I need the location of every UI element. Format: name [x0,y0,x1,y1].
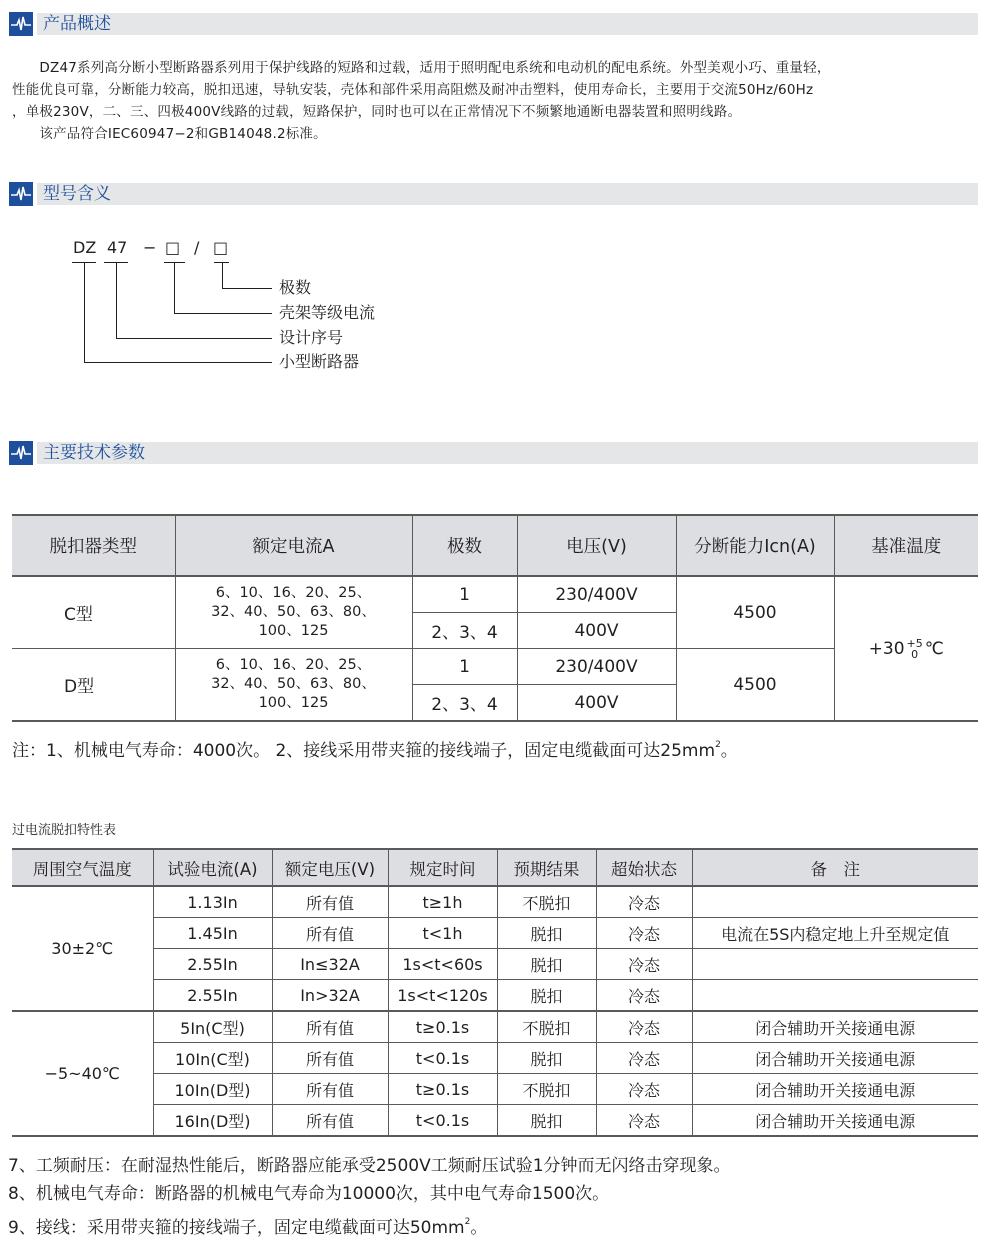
pulse-wave-icon [9,441,33,465]
section-header-model [9,182,978,206]
specified-time-cell: t<0.1s [388,1043,497,1074]
column-header: 规定时间 [388,849,497,886]
poles-cell: 1 [412,649,517,685]
label-frame-current: 壳架等级电流 [279,303,376,322]
current-line: 100、125 [258,695,329,711]
column-header: 极数 [412,515,517,576]
current-line: 6、10、16、20、25、 [215,585,372,601]
model-part-slash: / [194,238,200,257]
column-header: 电压(V) [517,515,676,576]
test-current-cell: 10In(C型) [153,1043,272,1074]
poles-cell: 1 [412,576,517,613]
connector-line [222,262,223,289]
paragraph-line: 性能优良可靠，分断能力较高，脱扣迅速，导轨安装，壳体和部件采用高阻燃及耐冲击塑料，使用寿命长，主要用于交流50Hz/60Hz [12,82,814,98]
test-current-cell: 16In(D型) [153,1105,272,1137]
test-current-cell: 1.45In [153,918,272,949]
ref-temp-tolerance [907,638,923,660]
tolerance-upper: +5 [906,636,923,650]
rated-voltage-cell: In≤32A [272,949,388,980]
footer-note-8 [8,1182,609,1206]
table-row [12,1011,978,1043]
remark-cell [692,886,978,918]
params-note [12,733,738,763]
table-row [12,576,978,613]
tolerance-lower: 0 [911,647,919,661]
rated-voltage-cell: In>32A [272,980,388,1012]
rated-voltage-cell: 所有值 [272,1011,388,1043]
remark-cell [692,949,978,980]
initial-state-cell: 冷态 [596,918,692,949]
section-title: 型号含义 [43,184,111,204]
remark-cell: 闭合辅助开关接通电源 [692,1105,978,1137]
paragraph-line: DZ47系列高分断小型断路器系列用于保护线路的短路和过载，适用于照明配电系统和电动机的配电系统。外型美观小巧、重量轻， [12,60,831,76]
initial-state-cell: 冷态 [596,1105,692,1137]
rated-current-cell [175,576,412,649]
footer-note-9 [8,1210,487,1240]
section-header-overview [9,12,978,36]
model-part-box-poles: □ [213,238,229,257]
trip-type-cell: D型 [12,649,175,722]
label-mcb: 小型断路器 [279,352,360,371]
remark-cell [692,980,978,1012]
connector-line [116,262,117,339]
specified-time-cell: t≥0.1s [388,1074,497,1105]
poles-cell: 2、3、4 [412,685,517,722]
pulse-wave-icon [9,182,33,206]
table-row [12,918,978,949]
table-row [12,1105,978,1137]
table-row [12,1074,978,1105]
column-header: 超始状态 [596,849,692,886]
initial-state-cell: 冷态 [596,1074,692,1105]
voltage-cell: 230/400V [517,576,676,613]
specified-time-cell: t≥1h [388,886,497,918]
ref-temp-cell [834,576,978,721]
specified-time-cell: 1s<t<60s [388,949,497,980]
params-table [12,514,978,722]
voltage-cell: 400V [517,685,676,722]
expected-result-cell: 不脱扣 [497,1074,596,1105]
test-current-cell: 5In(C型) [153,1011,272,1043]
column-header: 脱扣器类型 [12,515,175,576]
column-header: 额定电压(V) [272,849,388,886]
remark-cell: 闭合辅助开关接通电源 [692,1074,978,1105]
label-poles: 极数 [279,278,312,297]
section-bar [37,442,978,464]
footer-note-end: 。 [470,1218,488,1238]
column-header: 备 注 [692,849,978,886]
ambient-temperature-cell: 30±2℃ [12,886,153,1011]
model-part-dz: DZ [73,238,97,257]
column-header: 试验电流(A) [153,849,272,886]
ambient-temperature-cell: −5~40℃ [12,1011,153,1136]
specified-time-cell: t<0.1s [388,1105,497,1137]
connector-line [84,362,272,363]
table-header-row [12,515,978,576]
trip-characteristics-table [12,848,978,1137]
footer-note-text: 7、工频耐压：在耐湿热性能后，断路器应能承受2500V工频耐压试验1分钟而无闪络击穿现象。 [8,1156,731,1176]
expected-result-cell: 不脱扣 [497,1011,596,1043]
current-line: 32、40、50、63、80、 [211,604,376,620]
column-header: 基准温度 [834,515,978,576]
remark-cell: 闭合辅助开关接通电源 [692,1043,978,1074]
rated-voltage-cell: 所有值 [272,1074,388,1105]
connector-line [84,262,85,363]
column-header: 预期结果 [497,849,596,886]
current-line: 100、125 [258,623,329,639]
expected-result-cell: 脱扣 [497,1043,596,1074]
footer-note-text: 8、机械电气寿命：断路器的机械电气寿命为10000次，其中电气寿命1500次。 [8,1184,610,1204]
expected-result-cell: 不脱扣 [497,886,596,918]
voltage-cell: 400V [517,613,676,649]
section-bar [37,183,978,205]
model-part-47: 47 [107,238,128,257]
table-row [12,649,978,685]
initial-state-cell: 冷态 [596,886,692,918]
test-current-cell: 2.55In [153,980,272,1012]
test-current-cell: 2.55In [153,949,272,980]
rated-voltage-cell: 所有值 [272,886,388,918]
note-end: 。 [720,741,738,761]
current-line: 6、10、16、20、25、 [215,657,372,673]
connector-line [222,288,272,289]
initial-state-cell: 冷态 [596,1011,692,1043]
section-title: 主要技术参数 [43,443,145,463]
section-bar [37,13,978,35]
trip-table-caption: 过电流脱扣特性表 [12,823,117,838]
specified-time-cell: 1s<t<120s [388,980,497,1012]
connector-line [174,262,175,314]
note-text: 注：1、机械电气寿命：4000次。 2、接线采用带夹箍的接线端子，固定电缆截面可达25mm [12,741,716,761]
specified-time-cell: t<1h [388,918,497,949]
rated-current-cell [175,649,412,722]
icn-cell: 4500 [676,649,834,722]
paragraph-line: ，单极230V，二、三、四极400V线路的过载，短路保护，同时也可以在正常情况下不频繁地通断电器装置和照明线路。 [12,104,742,120]
footer-note-7 [8,1154,731,1178]
connector-line [174,313,272,314]
voltage-cell: 230/400V [517,649,676,685]
column-header: 周围空气温度 [12,849,153,886]
test-current-cell: 1.13In [153,886,272,918]
remark-cell: 闭合辅助开关接通电源 [692,1011,978,1043]
footer-note-text: 9、接线：采用带夹箍的接线端子，固定电缆截面可达50mm [8,1218,465,1238]
expected-result-cell: 脱扣 [497,1105,596,1137]
paragraph-line: 该产品符合IEC60947−2和GB14048.2标准。 [12,126,327,142]
expected-result-cell: 脱扣 [497,918,596,949]
ref-temp-base: +30 [868,638,905,659]
table-row [12,1043,978,1074]
model-part-box-current: □ [165,238,181,257]
specified-time-cell: t≥0.1s [388,1011,497,1043]
icn-cell: 4500 [676,576,834,649]
remark-cell: 电流在5S内稳定地上升至规定值 [692,918,978,949]
table-row [12,949,978,980]
model-part-dash: − [143,238,157,257]
overview-paragraph [12,57,978,145]
current-line: 32、40、50、63、80、 [211,676,376,692]
section-header-params [9,441,978,465]
connector-line [116,338,272,339]
initial-state-cell: 冷态 [596,949,692,980]
expected-result-cell: 脱扣 [497,949,596,980]
table-row [12,980,978,1012]
footer-note-superscript: 2 [464,1217,471,1227]
column-header: 额定电流A [175,515,412,576]
pulse-wave-icon [9,12,33,36]
expected-result-cell: 脱扣 [497,980,596,1012]
label-design-number: 设计序号 [279,328,344,347]
ref-temp-unit: ℃ [924,638,944,659]
initial-state-cell: 冷态 [596,1043,692,1074]
poles-cell: 2、3、4 [412,613,517,649]
section-title: 产品概述 [43,14,111,34]
rated-voltage-cell: 所有值 [272,1105,388,1137]
initial-state-cell: 冷态 [596,980,692,1012]
column-header: 分断能力Icn(A) [676,515,834,576]
trip-type-cell: C型 [12,576,175,649]
test-current-cell: 10In(D型) [153,1074,272,1105]
table-row [12,886,978,918]
note-superscript: 2 [715,740,721,750]
table-header-row [12,849,978,886]
rated-voltage-cell: 所有值 [272,1043,388,1074]
rated-voltage-cell: 所有值 [272,918,388,949]
